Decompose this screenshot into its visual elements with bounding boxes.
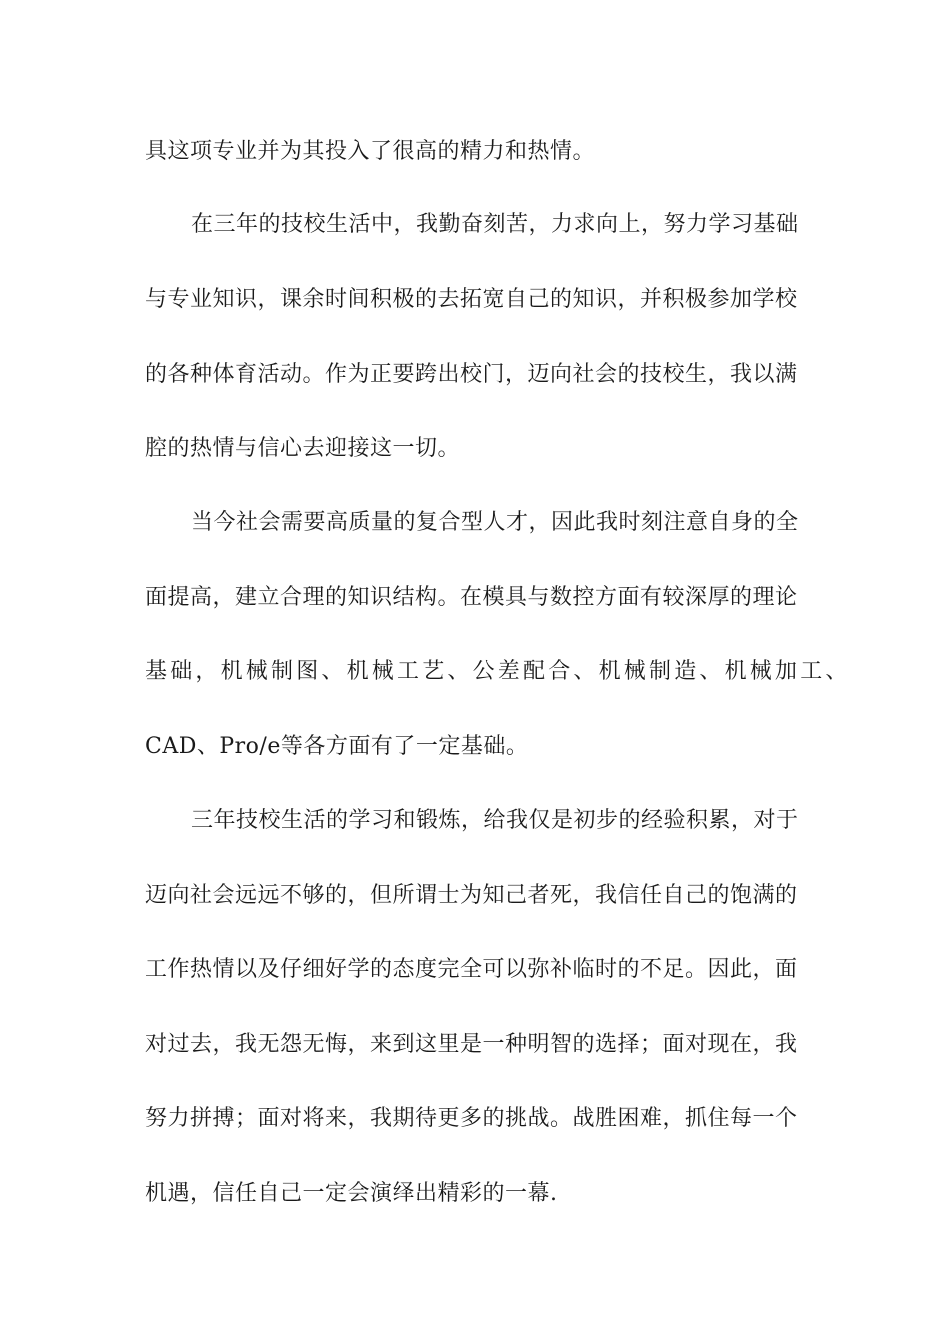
- paragraph-line: 腔的热情与信心去迎接这一切。: [145, 436, 461, 461]
- paragraph-line: 迈向社会远远不够的，但所谓士为知己者死，我信任自己的饱满的: [145, 883, 798, 908]
- paragraph-line: 与专业知识，课余时间积极的去拓宽自己的知识，并积极参加学校: [145, 287, 798, 312]
- paragraph-line: 面提高，建立合理的知识结构。在模具与数控方面有较深厚的理论: [145, 585, 798, 610]
- paragraph-line: 基础，机械制图、机械工艺、公差配合、机械制造、机械加工、: [145, 659, 851, 684]
- paragraph-line: 具这项专业并为其投入了很高的精力和热情。: [145, 139, 596, 164]
- paragraph-line: 工作热情以及仔细好学的态度完全可以弥补临时的不足。因此，面: [145, 957, 798, 982]
- paragraph-line: CAD、Pro/e等各方面有了一定基础。: [145, 734, 529, 759]
- paragraph-line: 机遇，信任自己一定会演绎出精彩的一幕.: [145, 1181, 558, 1206]
- paragraph-line: 对过去，我无怨无悔，来到这里是一种明智的选择；面对现在，我: [145, 1032, 798, 1057]
- paragraph-line: 当今社会需要高质量的复合型人才，因此我时刻注意自身的全: [191, 510, 799, 535]
- paragraph-line: 在三年的技校生活中，我勤奋刻苦，力求向上，努力学习基础: [191, 212, 799, 237]
- paragraph-line: 三年技校生活的学习和锻炼，给我仅是初步的经验积累，对于: [191, 808, 799, 833]
- paragraph-line: 的各种体育活动。作为正要跨出校门，迈向社会的技校生，我以满: [145, 362, 798, 387]
- paragraph-line: 努力拼搏；面对将来，我期待更多的挑战。战胜困难，抓住每一个: [145, 1106, 798, 1131]
